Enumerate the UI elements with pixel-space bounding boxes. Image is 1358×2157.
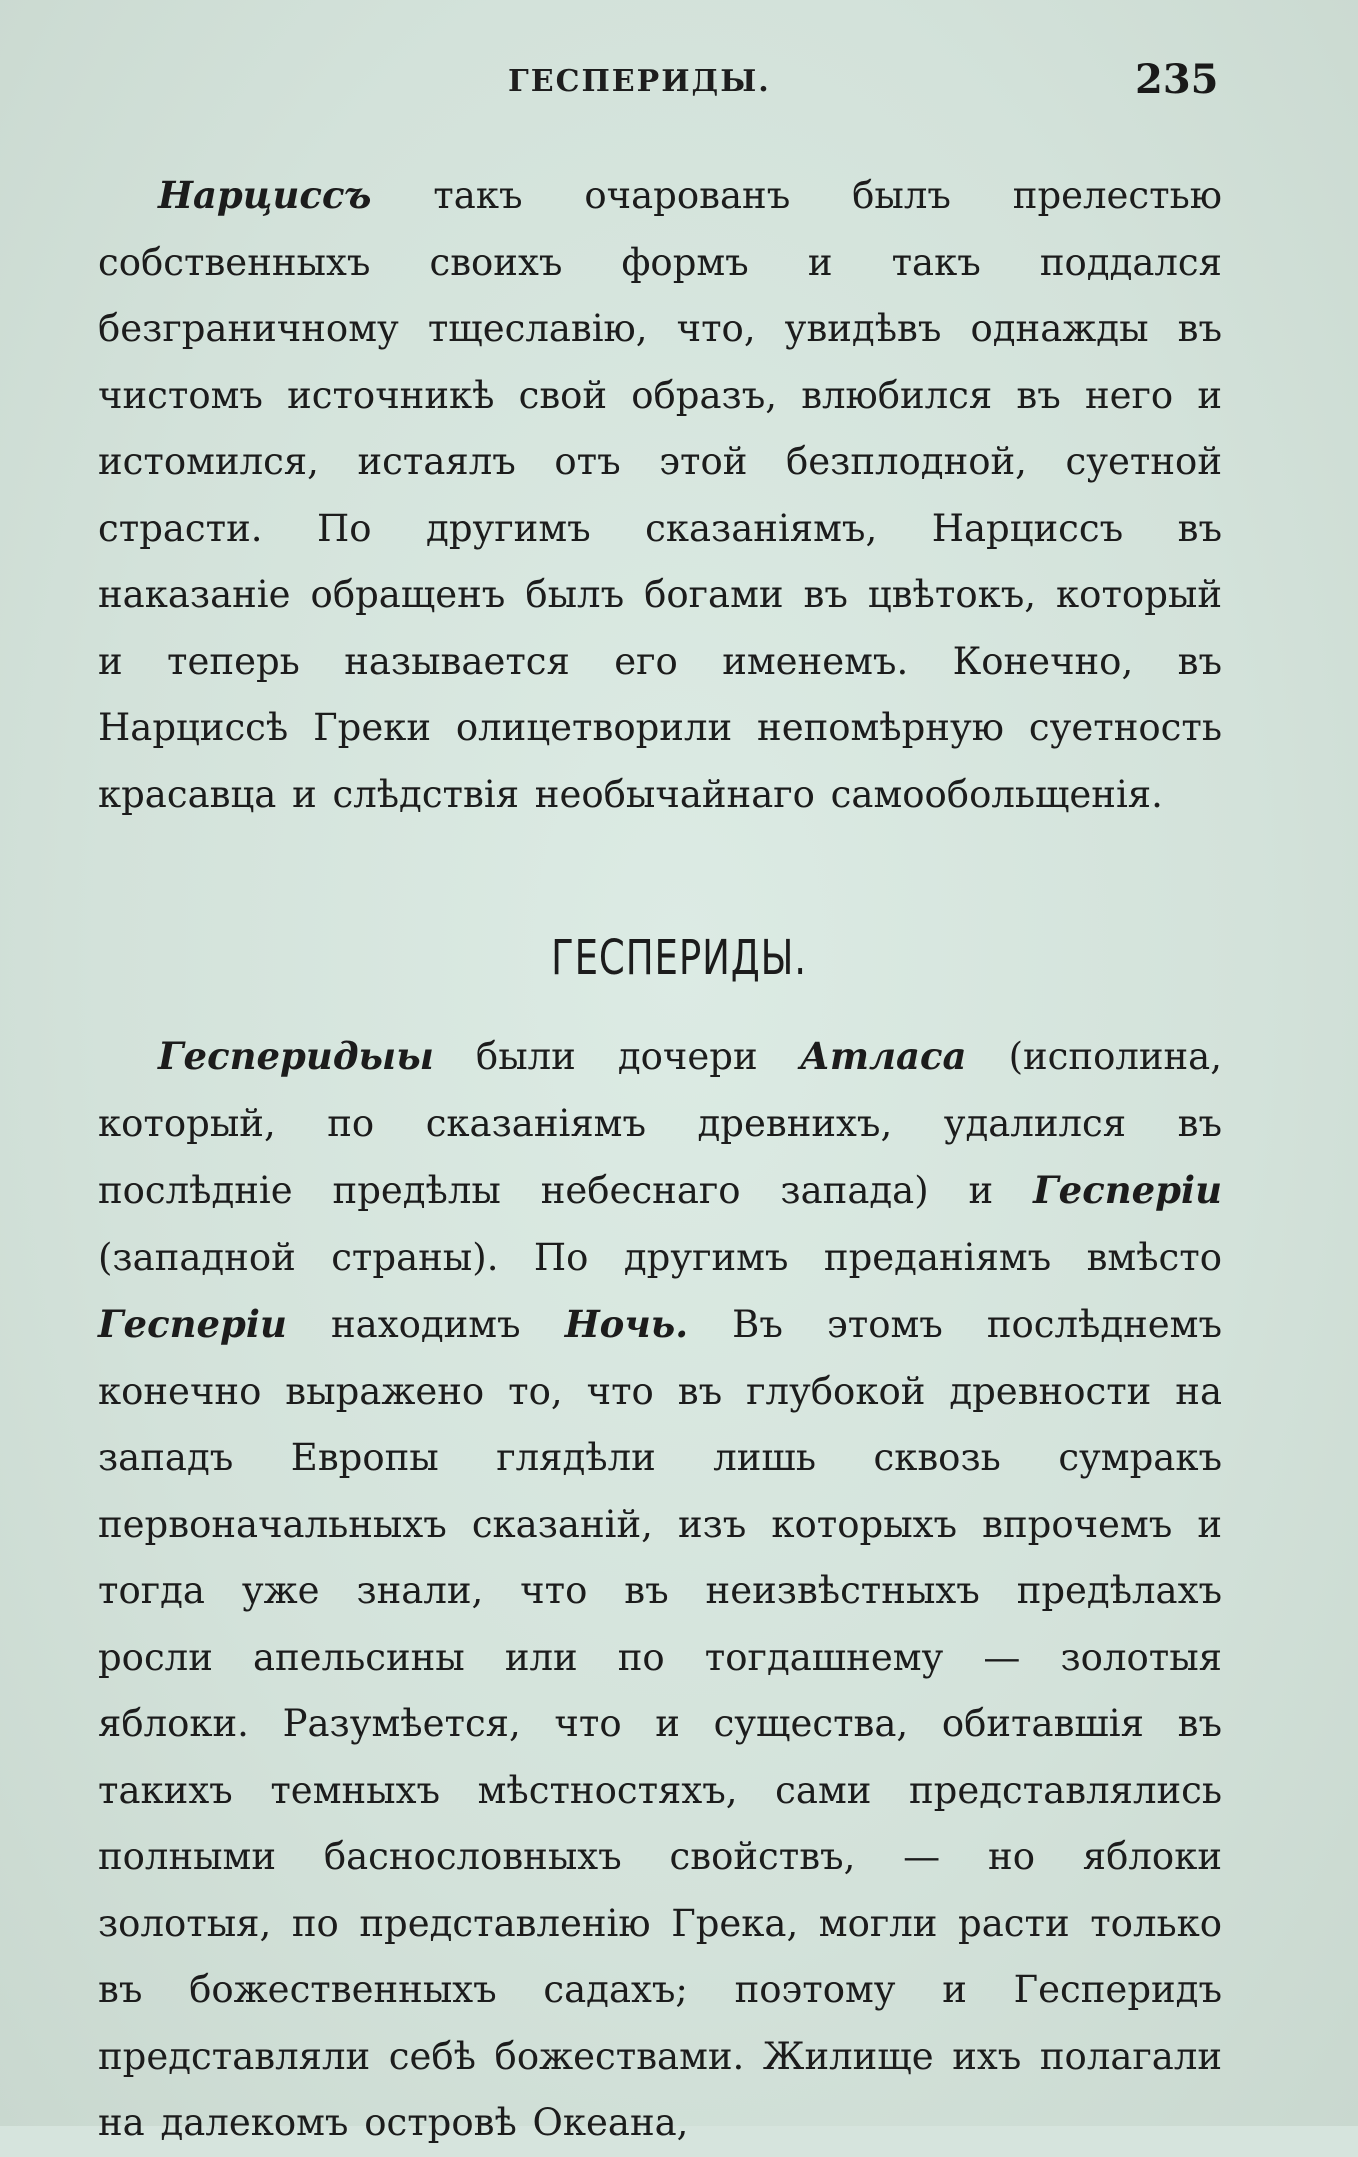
paragraph-text: (западной страны). По другимъ преданіямъ вмѣсто xyxy=(98,1235,1222,1279)
paragraph-text: были дочери xyxy=(433,1035,800,1078)
paragraph-text: (исполина, который, по сказаніямъ древнихъ, удалился въ послѣдніе предѣлы небеснаго запада) и xyxy=(98,1035,1222,1212)
paragraph-narcissus xyxy=(98,162,1222,828)
emphasis-narcissus: Нарциссъ xyxy=(158,173,372,217)
running-head: ГЕСПЕРИДЫ. xyxy=(508,64,771,99)
page-number: 235 xyxy=(1135,56,1219,103)
emphasis-hesperia-2: Гесперіи xyxy=(98,1302,287,1346)
paragraph-text: Въ этомъ послѣднемъ конечно выражено то, что въ глубокой древности на западъ Европы глядѣли лишь сквозь сумракъ первоначальныхъ сказаній, изъ которыхъ впрочемъ и тогда уже знали, что въ неизвѣстныхъ предѣлахъ росли апельсины или по тогдашнему — золотыя яблоки. Разумѣется, что и существа, обитавшія въ такихъ темныхъ мѣстностяхъ, сами представлялись полными баснословныхъ свойствъ, — но яблоки золотыя, по представленію Грека, могли расти только въ божественныхъ садахъ; поэтому и Гесперидъ представляли себѣ божествами. Жилище ихъ полагали на далекомъ островѣ Океана, xyxy=(98,1303,1223,2144)
paragraph-hesperides xyxy=(98,1023,1222,2157)
section-title: ГЕСПЕРИДЫ. xyxy=(551,930,807,986)
emphasis-night: Ночь. xyxy=(564,1302,689,1346)
paragraph-text: находимъ xyxy=(286,1303,565,1346)
paragraph-text: такъ очарованъ былъ прелестью собственныхъ своихъ формъ и такъ поддался безграничному тщеславію, что, увидѣвъ однажды въ чистомъ источникѣ свой образъ, влюбился въ него и истомился, истаялъ отъ этой безплодной, суетной страсти. По другимъ сказаніямъ, Нарциссъ въ наказаніе обращенъ былъ богами въ цвѣтокъ, который и теперь называется его именемъ. Конечно, въ Нарциссѣ Греки олицетворили непомѣрную суетность красавца и слѣдствія необычайнаго самообольщенія. xyxy=(98,174,1222,816)
emphasis-hesperia: Гесперіи xyxy=(1033,1168,1222,1212)
emphasis-atlas: Атласа xyxy=(799,1034,967,1078)
emphasis-hesperides: Гесперидыы xyxy=(158,1034,434,1078)
